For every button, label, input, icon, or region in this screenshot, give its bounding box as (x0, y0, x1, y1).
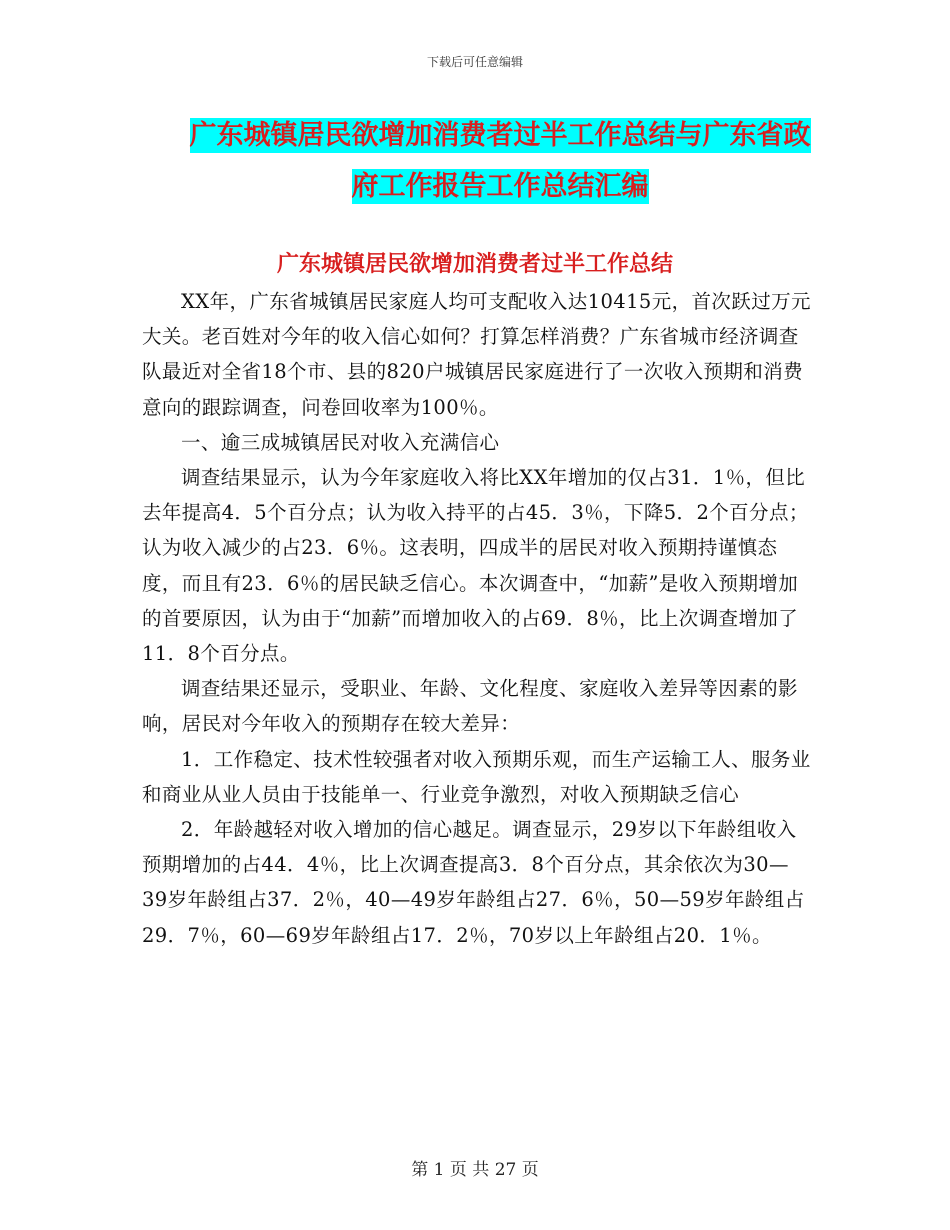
document-title (150, 110, 850, 212)
paragraph-item-2: 2．年龄越轻对收入增加的信心越足。调查显示，29岁以下年龄组收入预期增加的占44．4％，比上次调查提高3．8个百分点，其余依次为30—39岁年龄组占37．2％，40—49岁年龄组占27．6％，50—59岁年龄组占29．7％，60—69岁年龄组占17．2％，70岁以上年龄组占20．1％。 (142, 818, 805, 947)
paragraph-survey-results: 调查结果显示，认为今年家庭收入将比XX年增加的仅占31．1％，但比去年提高4．5个百分点；认为收入持平的占45．3％，下降5．2个百分点；认为收入减少的占23．6％。这表明，四成半的居民对收入预期持谨慎态度，而且有23．6％的居民缺乏信心。本次调查中，“加薪”是收入预期增加的首要原因，认为由于“加薪”而增加收入的占69．8％，比上次调查增加了11．8个百分点。 (142, 466, 809, 666)
paragraph-item-1: 1．工作稳定、技术性较强者对收入预期乐观，而生产运输工人、服务业和商业从业人员由于技能单一、行业竞争激烈，对收入预期缺乏信心 (142, 747, 811, 806)
header-note: 下载后可任意编辑 (426, 55, 523, 69)
paragraph-intro: XX年，广东省城镇居民家庭人均可支配收入达10415元，首次跃过万元大关。老百姓对今年的收入信心如何？打算怎样消费？广东省城市经济调查队最近对全省18个市、县的820户城镇居民家庭进行了一次收入预期和消费意向的跟踪调查，问卷回收率为100％。 (142, 290, 811, 419)
page-number: 第 1 页 共 27 页 (411, 1160, 539, 1180)
paragraph-heading-1: 一、逾三成城镇居民对收入充满信心 (181, 430, 500, 454)
document-title-line-2: 府工作报告工作总结汇编 (351, 171, 649, 202)
document-title-line-1: 广东城镇居民欲增加消费者过半工作总结与广东省政 (189, 120, 811, 151)
section-title: 广东城镇居民欲增加消费者过半工作总结 (276, 252, 673, 277)
body-text (142, 284, 812, 953)
paragraph-differences: 调查结果还显示，受职业、年龄、文化程度、家庭收入差异等因素的影响，居民对今年收入的预期存在较大差异： (142, 677, 798, 736)
